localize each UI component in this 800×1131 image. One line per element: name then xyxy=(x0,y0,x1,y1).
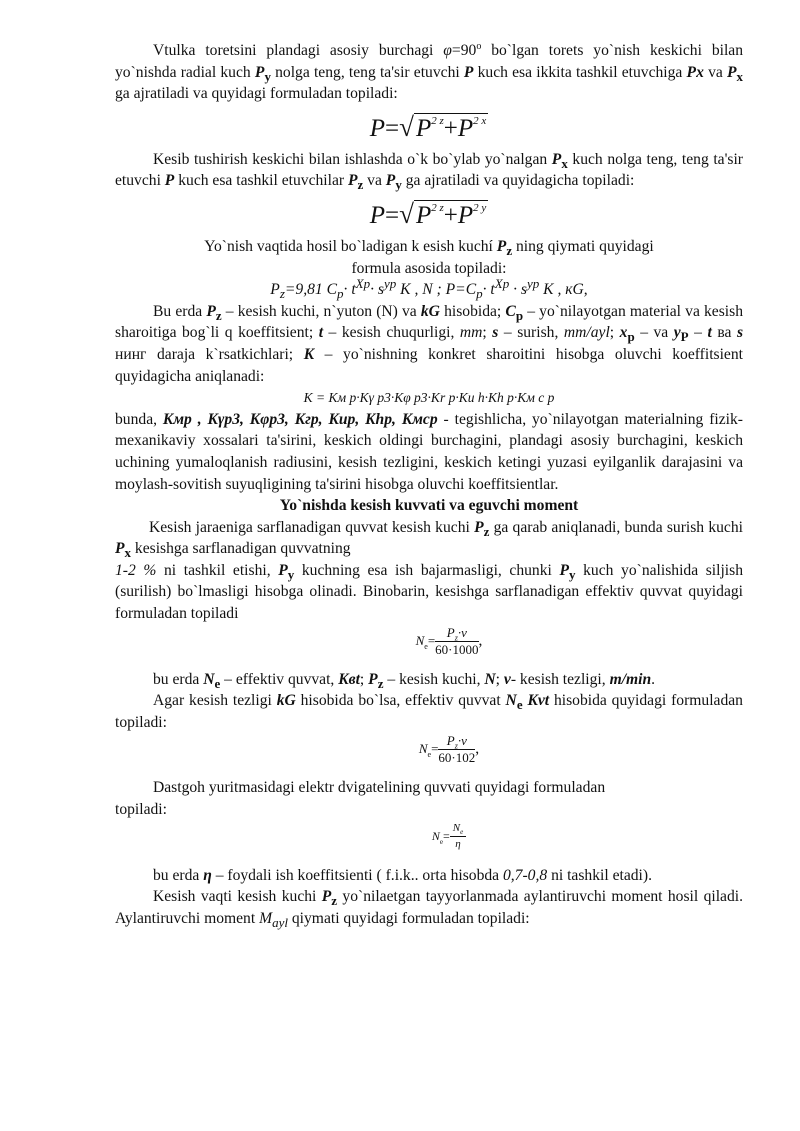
paragraph-bunda xyxy=(115,409,743,495)
text: – yo`nishning konkret sharoitini hisobga oluvchi koeffitsient quyidagicha aniqlanadi: xyxy=(115,345,743,385)
text: Yo`nish vaqtida hosil bo`ladigan k esish kuchí xyxy=(204,237,497,255)
f-sup: 2 z xyxy=(431,201,444,214)
f-part: K = Kм р·Kγ р3·Kφ р3·Kr р·Kи h·Kh р·Kм с р xyxy=(303,390,555,406)
f-lhs: P xyxy=(369,201,385,229)
unit: Kvt xyxy=(527,692,550,710)
f-eq: = xyxy=(385,201,400,229)
text: – yo`nilayotgan material va kesish sharoitiga bog`li q koeffitsient; xyxy=(115,302,743,342)
text: ; xyxy=(482,324,493,342)
symbol-s: s xyxy=(492,324,499,342)
symbol-P: P xyxy=(551,150,562,168)
section-heading: Yo`nishda kesish kuvvati va eguvchi moment xyxy=(279,497,579,515)
formula-p-xz xyxy=(115,107,743,147)
f-plus: + xyxy=(443,201,458,229)
f-part: ·v xyxy=(457,733,467,749)
radicand xyxy=(414,113,488,144)
text: ni tashkil etadi). xyxy=(547,866,652,884)
text: Dastgoh yuritmasidagi elektr dvigatelining quvvati quyidagi formuladan xyxy=(153,779,606,797)
unit: mm/ayl xyxy=(563,324,610,342)
symbol-K: K xyxy=(303,345,315,363)
paragraph-kesib xyxy=(115,149,743,192)
f-eq: = xyxy=(431,741,439,757)
text: – kesish chuqurligi, xyxy=(323,324,460,342)
text: qiymati quyidagi formuladan topiladi: xyxy=(287,909,530,927)
text: kuch nolga teng, teng ta'sir etuvchi xyxy=(115,150,743,190)
f-lhs: N xyxy=(415,632,425,648)
text: kesishga sarflanadigan quvvatning xyxy=(131,540,351,558)
fraction xyxy=(438,733,475,766)
symbol-P: P xyxy=(474,518,484,536)
paragraph-dastgoh xyxy=(115,777,743,820)
symbol-v: v xyxy=(503,670,511,688)
text: - tegishlicha, yo`nilayotgan materialning fizik-mexanikaviy xossalari ta'sirini, keskich oldingi burchagini, plandagi asosiy burchagini, keskich uchining yumaloqlanish radiusini, kesish tezligini, keskich ketingi yuzasi eyilganlik darajasini va moylash-sovitish suyuqligining ta'sirini hisobga oluvchi koeffitsientlar. xyxy=(115,410,744,493)
sub: e xyxy=(424,641,428,651)
sub: e xyxy=(214,675,221,691)
symbol-y: y xyxy=(673,324,681,342)
text: ; xyxy=(609,324,620,342)
f-part: · s xyxy=(509,281,527,299)
f-sup: 2 y xyxy=(473,201,487,214)
formula-ne-1000 xyxy=(115,625,743,669)
f-part: P xyxy=(446,733,455,749)
paragraph-agar xyxy=(115,690,743,733)
f-part: · s xyxy=(370,281,384,299)
paragraph-yonish-vaqtida xyxy=(115,236,743,279)
sub: y xyxy=(569,566,576,582)
formula-k xyxy=(115,387,743,409)
sub: P xyxy=(680,329,689,345)
text: bu erda xyxy=(153,670,204,688)
text: formula asosida topiladi: xyxy=(351,259,507,277)
symbol-P: P xyxy=(164,172,175,190)
text: nolga teng, teng ta'sir etuvchi xyxy=(270,63,464,81)
text: – kesish kuchi, xyxy=(383,670,485,688)
text: ; xyxy=(495,670,504,688)
f-plus: + xyxy=(443,114,458,142)
symbol-P: P xyxy=(385,172,396,190)
text: ga ajratiladi va quyidagicha topiladi: xyxy=(401,172,635,190)
f-eq: = xyxy=(442,828,450,843)
text: Bu erda xyxy=(153,302,207,320)
f-eq: = xyxy=(385,114,400,142)
text: Kesib tushirish keskichi bilan ishlashda o`k bo`ylab yo`nalgan xyxy=(153,150,552,168)
symbol-N: N xyxy=(505,692,517,710)
symbol-eta: η xyxy=(203,866,212,884)
paragraph-kesish-jaraeni xyxy=(115,517,743,625)
f-term: P xyxy=(415,201,432,229)
text: =90 xyxy=(451,42,477,59)
range: 0,7-0,8 xyxy=(502,866,548,884)
sub: z xyxy=(331,893,338,909)
text: kuchning esa ish bajarmasligi, chunki xyxy=(294,561,560,579)
text: – effektiv quvvat, xyxy=(220,670,339,688)
sub: x xyxy=(736,68,744,84)
sub: z xyxy=(377,675,384,691)
f-part: · t xyxy=(482,281,495,299)
sup: Xp xyxy=(355,275,371,291)
sub: e xyxy=(516,697,523,713)
denominator: η xyxy=(455,837,461,850)
symbol-P: P xyxy=(559,561,569,579)
text: – va xyxy=(634,324,674,342)
sub: e xyxy=(460,827,464,836)
f-part: K , кG, xyxy=(539,281,588,299)
symbol-Px: Px xyxy=(686,63,704,81)
sup: yp xyxy=(526,275,540,291)
f-sup: 2 z xyxy=(431,114,444,127)
symbol-P: P xyxy=(463,63,474,81)
radicand xyxy=(414,200,488,231)
text: Kesish jaraeniga sarflanadigan quvvat kesish kuchi xyxy=(149,518,475,536)
text: ga ajratiladi va quyidagi formuladan topiladi: xyxy=(115,85,398,103)
text: hisobida; xyxy=(439,302,506,320)
symbol-P: P xyxy=(347,172,358,190)
sub: ayl xyxy=(272,914,288,930)
text: yo`nilaetgan tayyorlanmada aylantiruvchi moment hosil qiladi. Aylantiruvchi moment xyxy=(115,888,743,927)
radical: √ xyxy=(399,198,414,229)
sub: x xyxy=(124,545,132,561)
sub: z xyxy=(279,286,285,302)
f-part: =9,81 C xyxy=(284,281,338,299)
symbol-M: M xyxy=(259,909,273,927)
f-lhs: N xyxy=(418,741,428,757)
text: ning qiymati quyidagi xyxy=(512,237,654,255)
f-part: P xyxy=(270,281,280,299)
symbol-P: P xyxy=(254,63,265,81)
sub: z xyxy=(483,523,490,539)
sub: p xyxy=(476,286,483,302)
unit: m/min xyxy=(609,670,652,688)
symbol-x: x xyxy=(619,324,628,342)
text: Vtulka toretsini plandagi asosiy burchagi xyxy=(153,42,444,59)
text: – surish, xyxy=(498,324,564,342)
symbol-t: t xyxy=(707,324,712,342)
sub: z xyxy=(215,307,222,323)
degree: o xyxy=(476,40,482,52)
f-part: N xyxy=(452,821,461,834)
symbol-P: P xyxy=(115,540,125,558)
sub: p xyxy=(337,286,344,302)
sub: p xyxy=(515,307,524,323)
paragraph-bu-erda-pz xyxy=(115,301,743,387)
text: kuch esa tashkil etuvchilar xyxy=(174,172,348,190)
formula-ne-102 xyxy=(115,733,743,777)
f-eq: = xyxy=(427,632,436,648)
symbol-P: P xyxy=(278,561,288,579)
paragraph-vtulka xyxy=(115,40,743,105)
sub: x xyxy=(561,155,568,171)
unit: Kвt xyxy=(338,670,360,688)
symbol-P: P xyxy=(496,237,507,255)
symbol-N: N xyxy=(203,670,215,688)
symbol-s: s xyxy=(736,324,744,342)
text: hisobida quyidagi formuladan topiladi: xyxy=(115,692,743,731)
text: - kesish tezligi, xyxy=(510,670,610,688)
document-page xyxy=(115,40,743,929)
f-lhs: P xyxy=(369,114,385,142)
f-lhs: N xyxy=(431,828,440,843)
text: ; xyxy=(359,670,369,688)
text: bunda, xyxy=(115,410,163,428)
sub: z xyxy=(454,742,458,752)
text: Agar kesish tezligi xyxy=(153,692,277,710)
sub: e xyxy=(439,837,443,846)
percent: 1-2 % xyxy=(115,561,157,579)
fraction xyxy=(450,821,466,852)
sub: z xyxy=(506,243,513,259)
symbol-P: P xyxy=(206,302,216,320)
numerator xyxy=(435,625,478,642)
f-part: P xyxy=(446,624,455,640)
f-sup: 2 x xyxy=(473,114,487,127)
radical: √ xyxy=(399,111,414,142)
text: topiladi: xyxy=(115,801,167,819)
formula-p-zy xyxy=(115,194,743,234)
paragraph-bu-erda-ne xyxy=(115,669,743,691)
sup: Xp xyxy=(494,275,510,291)
unit: N xyxy=(484,670,496,688)
symbol-t: t xyxy=(318,324,324,342)
formula-nd xyxy=(115,821,743,865)
text: bo`lgan torets yo`nish keskichi bilan yo`nishda radial kuch xyxy=(115,42,744,81)
text: . xyxy=(651,670,656,688)
symbol-C: C xyxy=(505,302,516,320)
paragraph-foydali xyxy=(115,865,743,887)
text: – xyxy=(688,324,708,342)
f-part: , xyxy=(475,740,480,758)
sub: p xyxy=(627,329,635,345)
f-term: P xyxy=(415,114,432,142)
sup: yp xyxy=(383,275,397,291)
text: kuch yo`nalishida siljish (surilish) bo`lmasligi hisobga olinadi. Binobarin, kesishga sarflanadigan effektiv quvvat quyidagi formuladan topiladi xyxy=(115,561,743,623)
sub: y xyxy=(287,566,295,582)
numerator xyxy=(438,733,475,750)
f-part: · t xyxy=(343,281,356,299)
text: нинг daraja k`rsatkichlari; xyxy=(115,345,304,363)
denominator: 60·1000 xyxy=(435,641,479,657)
denominator: 60·102 xyxy=(438,750,476,766)
text: hisobida bo`lsa, effektiv quvvat xyxy=(295,692,506,710)
f-part: K , N ; P=C xyxy=(396,281,477,299)
f-term: P xyxy=(457,201,474,229)
symbol-P: P xyxy=(368,670,378,688)
text: va xyxy=(363,172,386,190)
coefficients: Kмр , Kγр3, Kφр3, Kгр, Kuр, Khр, Kмср xyxy=(162,410,438,428)
f-part: ·v xyxy=(457,624,467,640)
text: ga qarab aniqlanadi, bunda surish kuchi xyxy=(489,518,743,536)
text: bu erda xyxy=(153,866,204,884)
paragraph-kesish-vaqti xyxy=(115,886,743,929)
f-term: P xyxy=(457,114,474,142)
numerator xyxy=(450,821,466,837)
text: kuch esa ikkita tashkil etuvchiga xyxy=(473,63,687,81)
phi-symbol: φ xyxy=(443,42,452,59)
text: – kesish kuchi, n`yuton (N) va xyxy=(221,302,421,320)
unit: mm xyxy=(459,324,483,342)
sub: y xyxy=(395,177,402,193)
symbol-P: P xyxy=(321,888,332,906)
sub: e xyxy=(427,750,432,760)
text: ва xyxy=(711,324,737,342)
text: – foydali ish koeffitsienti ( f.i.k.. orta hisobda xyxy=(211,866,503,884)
symbol-P: P xyxy=(726,63,737,81)
f-part: , xyxy=(478,631,483,649)
unit: kG xyxy=(276,692,296,710)
sub: z xyxy=(454,633,458,643)
sub: y xyxy=(264,68,271,84)
fraction xyxy=(435,625,478,658)
formula-pz xyxy=(115,275,743,302)
sub: z xyxy=(357,177,364,193)
text: Kesish vaqti kesish kuchi xyxy=(153,888,322,906)
text: va xyxy=(703,63,727,81)
unit: kG xyxy=(420,302,440,320)
text: ni tashkil etishi, xyxy=(156,561,279,579)
